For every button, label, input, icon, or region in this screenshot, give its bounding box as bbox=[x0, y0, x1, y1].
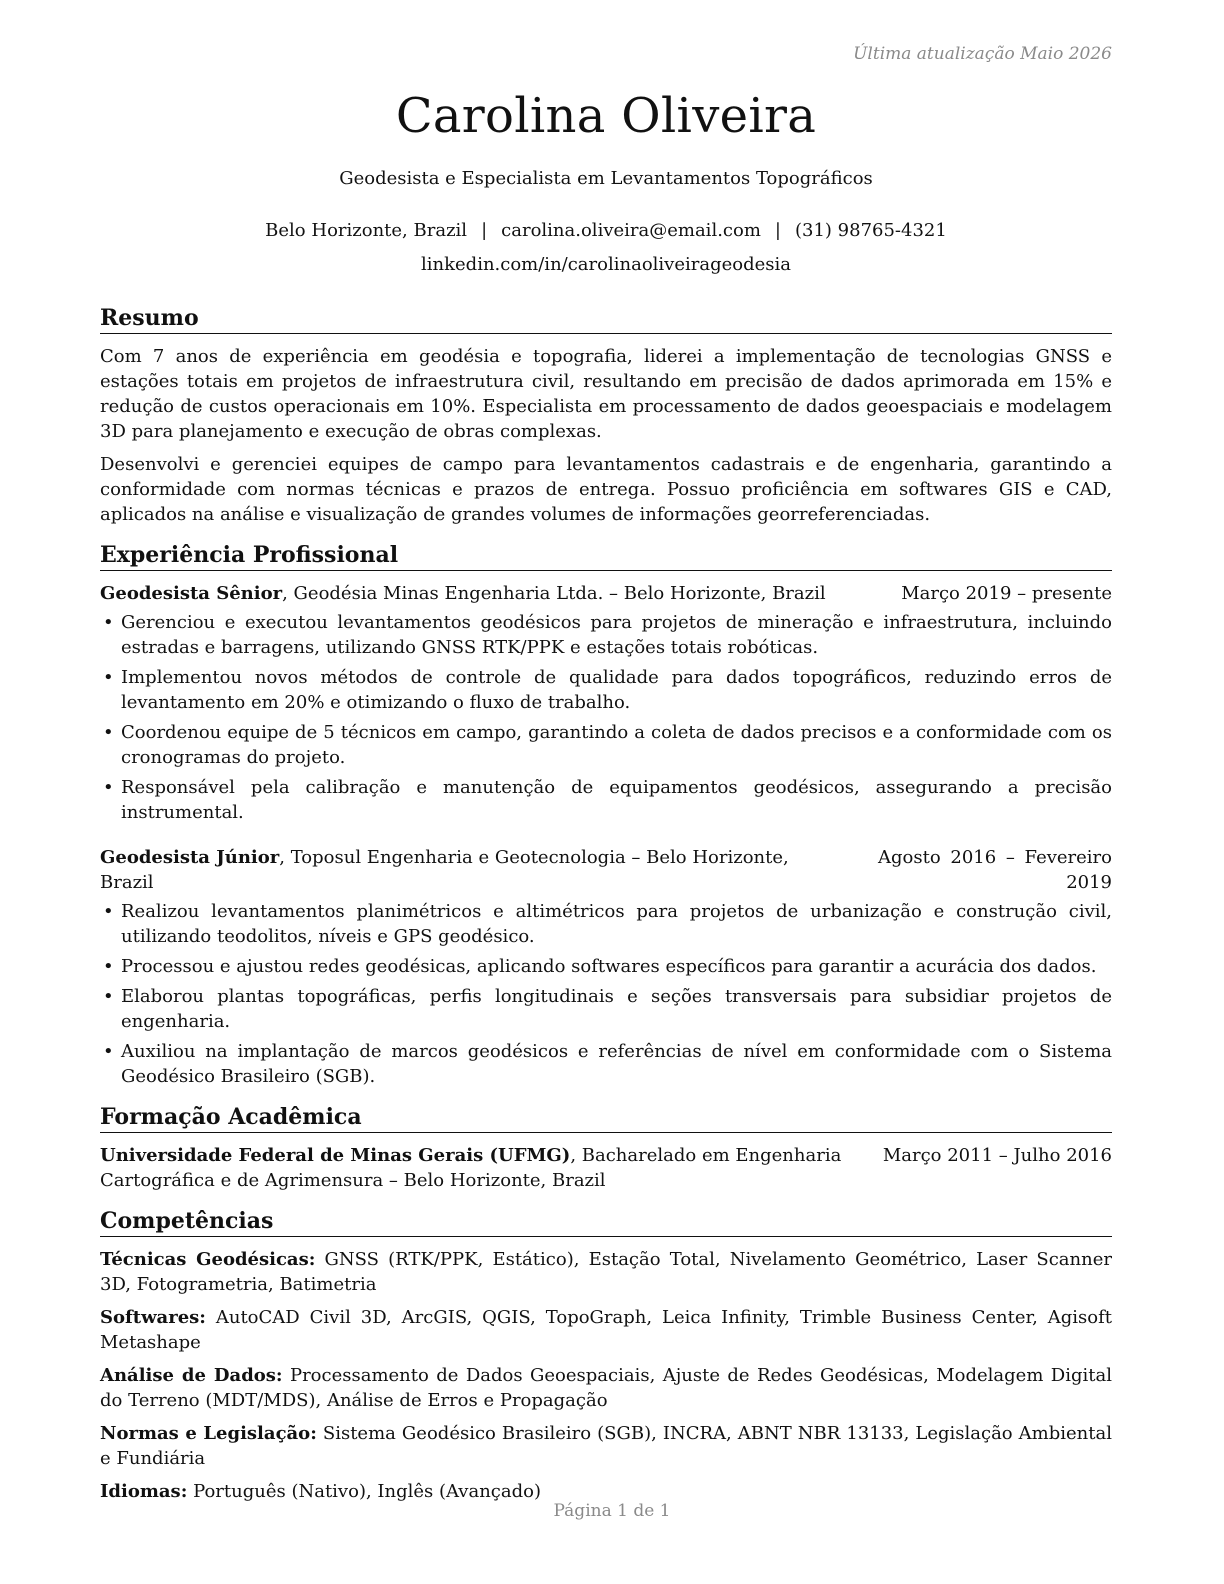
section-title-experience: Experiência Profissional bbox=[100, 541, 1112, 571]
list-item: • Implementou novos métodos de controle de qualidade para dados topográficos, reduzindo erros de levantamento em 20% e otimizando o fluxo de trabalho. bbox=[100, 665, 1112, 715]
job-dates: Março 2019 – presente bbox=[901, 583, 1112, 604]
contact-line bbox=[100, 220, 1112, 241]
resume-page bbox=[100, 0, 1112, 1584]
job-role: Geodesista Sênior bbox=[100, 583, 283, 604]
job-company: , Toposul Engenharia e Geotecnologia – Belo Horizonte, Brazil bbox=[100, 847, 789, 893]
summary-paragraph: Com 7 anos de experiência em geodésia e topografia, liderei a implementação de tecnologias GNSS e estações totais em projetos de infraestrutura civil, resultando em precisão de dados aprimorada em 15% e redução de custos operacionais em 10%. Especialista em processamento de dados geoespaciais e modelagem 3D para planejamento e execução de obras complexas. bbox=[100, 346, 1112, 442]
job-entry bbox=[100, 581, 1112, 825]
list-item: • Realizou levantamentos planimétricos e altimétricos para projetos de urbanização e construção civil, utilizando teodolitos, níveis e GPS geodésico. bbox=[100, 899, 1112, 949]
last-updated: Última atualização Maio 2026 bbox=[853, 44, 1112, 64]
skill-label: Normas e Legislação: bbox=[100, 1423, 317, 1444]
list-item: • Coordenou equipe de 5 técnicos em campo, garantindo a coleta de dados precisos e a conformidade com os cronogramas do projeto. bbox=[100, 720, 1112, 770]
section-title-education: Formação Acadêmica bbox=[100, 1103, 1112, 1133]
job-dates: Agosto 2016 – Fevereiro 2019 bbox=[878, 847, 1112, 893]
job-company: , Geodésia Minas Engenharia Ltda. – Belo Horizonte, Brazil bbox=[282, 583, 826, 604]
list-item: • Responsável pela calibração e manutenção de equipamentos geodésicos, assegurando a precisão instrumental. bbox=[100, 775, 1112, 825]
skill-value: Português (Nativo), Inglês (Avançado) bbox=[187, 1481, 541, 1502]
list-item: • Processou e ajustou redes geodésicas, aplicando softwares específicos para garantir a acurácia dos dados. bbox=[100, 954, 1112, 979]
linkedin-link[interactable]: linkedin.com/in/carolinaoliveirageodesia bbox=[421, 254, 791, 275]
skill-row bbox=[100, 1247, 1112, 1297]
phone-number: (31) 98765-4321 bbox=[795, 220, 947, 241]
skill-row bbox=[100, 1363, 1112, 1413]
degree: , Bacharelado em Engenharia Cartográfica e de Agrimensura – Belo Horizonte, Brazil bbox=[100, 1145, 842, 1191]
job-header bbox=[100, 581, 1112, 606]
summary-section bbox=[100, 304, 1112, 527]
page-number: Página 1 de 1 bbox=[553, 1501, 671, 1521]
education-entry bbox=[100, 1143, 1112, 1193]
contact-separator: | bbox=[774, 220, 781, 241]
list-item: • Auxiliou na implantação de marcos geodésicos e referências de nível em conformidade com o Sistema Geodésico Brasileiro (SGB). bbox=[100, 1039, 1112, 1089]
skill-row bbox=[100, 1421, 1112, 1471]
institution: Universidade Federal de Minas Gerais (UFMG) bbox=[100, 1145, 571, 1166]
job-role: Geodesista Júnior bbox=[100, 847, 280, 868]
location: Belo Horizonte, Brazil bbox=[265, 220, 468, 241]
skills-section bbox=[100, 1207, 1112, 1504]
experience-section bbox=[100, 541, 1112, 1089]
candidate-name: Carolina Oliveira bbox=[395, 88, 817, 144]
contact-separator: | bbox=[481, 220, 488, 241]
email-link[interactable]: carolina.oliveira@email.com bbox=[501, 220, 761, 241]
section-title-skills: Competências bbox=[100, 1207, 1112, 1237]
summary-paragraph: Desenvolvi e gerenciei equipes de campo para levantamentos cadastrais e de engenharia, garantindo a conformidade com normas técnicas e prazos de entrega. Possuo proficiência em softwares GIS e CAD, aplicados na análise e visualização de grandes volumes de informações georreferenciadas. bbox=[100, 454, 1112, 525]
skill-value: GNSS (RTK/PPK, Estático), Estação Total, Nivelamento Geométrico, Laser Scanner 3D, Fotogrametria, Batimetria bbox=[100, 1249, 1112, 1295]
job-header bbox=[100, 845, 1112, 895]
education-dates: Março 2011 – Julho 2016 bbox=[882, 1145, 1112, 1166]
skill-value: AutoCAD Civil 3D, ArcGIS, QGIS, TopoGraph, Leica Infinity, Trimble Business Center, Agisoft Metashape bbox=[100, 1307, 1112, 1353]
section-title-summary: Resumo bbox=[100, 304, 1112, 334]
skill-value: Sistema Geodésico Brasileiro (SGB), INCRA, ABNT NBR 13133, Legislação Ambiental e Fundiária bbox=[100, 1423, 1112, 1469]
skill-row bbox=[100, 1305, 1112, 1355]
skill-label: Idiomas: bbox=[100, 1481, 188, 1502]
education-section bbox=[100, 1103, 1112, 1193]
job-entry bbox=[100, 845, 1112, 1089]
skill-label: Técnicas Geodésicas: bbox=[100, 1249, 316, 1270]
skill-label: Análise de Dados: bbox=[100, 1365, 283, 1386]
job-bullets bbox=[100, 899, 1112, 1089]
list-item: • Gerenciou e executou levantamentos geodésicos para projetos de mineração e infraestrutura, incluindo estradas e barragens, utilizando GNSS RTK/PPK e estações totais robóticas. bbox=[100, 610, 1112, 660]
list-item: • Elaborou plantas topográficas, perfis longitudinais e seções transversais para subsidiar projetos de engenharia. bbox=[100, 984, 1112, 1034]
job-bullets bbox=[100, 610, 1112, 825]
resume-body bbox=[100, 304, 1112, 1518]
job-headline: Geodesista e Especialista em Levantamentos Topográficos bbox=[339, 168, 873, 189]
skill-label: Softwares: bbox=[100, 1307, 206, 1328]
skill-value: Processamento de Dados Geoespaciais, Ajuste de Redes Geodésicas, Modelagem Digital do Terreno (MDT/MDS), Análise de Erros e Propagação bbox=[100, 1365, 1112, 1411]
